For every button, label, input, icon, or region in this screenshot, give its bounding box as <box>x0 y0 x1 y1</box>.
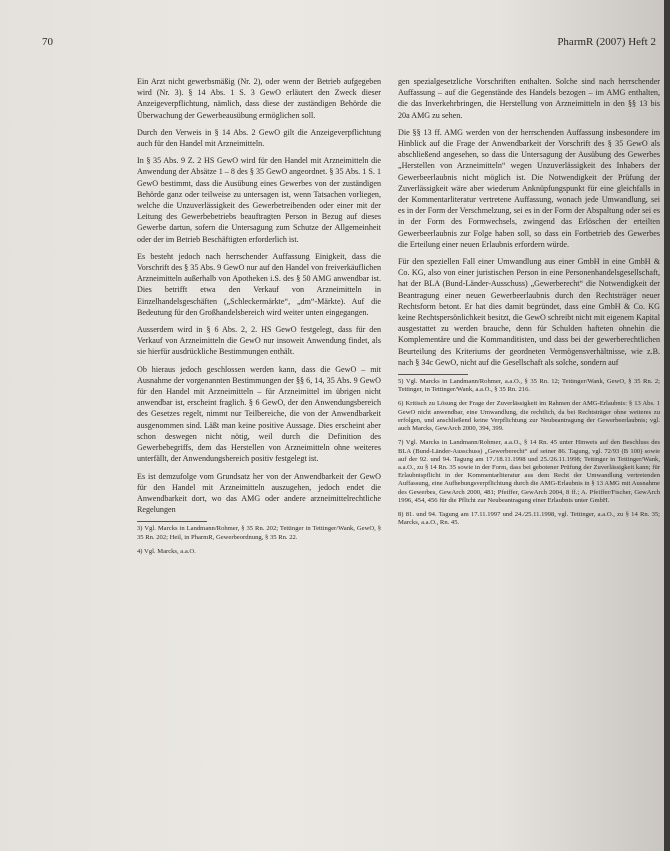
paragraph: Es besteht jedoch nach herrschender Auffassung Einigkeit, dass die Vorschrift des § 35 Abs. 9 GewO nur auf den Handel von freiverkäuflichen Arzneimitteln außerhalb von Apotheken i.S. des § 50 AMG anwendbar ist. Dies betrifft etwa den Verkauf von Arzneimitteln in Einzelhandelsgeschäften („Schleckermärkte“, „dm“-Märkte). Auf die Bedeutung für den Großhandelsbereich wird weiter unten eingegangen. <box>137 251 381 317</box>
paragraph: gen spezialgesetzliche Vorschriften enthalten. Solche sind nach herrschender Auffassung – auf die Gegenstände des Handels bezogen – im AMG enthalten, die das Inverkehrbringen, die Herstellung von Arzneimitteln in den §§ 13 bis 20a AMG zu sehen. <box>398 77 660 120</box>
paragraph: Durch den Verweis in § 14 Abs. 2 GewO gilt die Anzeigeverpflichtung auch für den Handel mit Arzneimitteln. <box>137 127 381 149</box>
footnote: 5) Vgl. Marcks in Landmann/Rohmer, a.a.O., § 35 Rn. 12; Tettinger/Wank, GewO, § 35 Rn. 2; Tettinger, in Tettinger/Wank, a.a.O., § 35 Rn. 216. <box>398 378 660 394</box>
left-column <box>137 76 381 562</box>
footnote-divider <box>398 374 468 375</box>
paragraph: Ausserdem wird in § 6 Abs. 2, 2. HS GewO festgelegt, dass für den Verkauf von Arzneimitteln die GewO nur insoweit Anwendung findet, als sie hierfür ausdrückliche Bestimmungen enthält. <box>137 325 381 357</box>
page-edge-shadow <box>664 0 670 851</box>
footnote: 6) Kritisch zu Lösung der Frage der Zuverlässigkeit im Rahmen der AMG-Erlaubnis: § 13 Abs. 1 GewO nicht anwendbar, eine Umwandlung, die rechtlich, da bei Rechtsträger ohne weiteres zu erfolgen, und anschließend keine Verpflichtung zur Neubeantragung der Gewerbeerlaubnis; vgl. auch Marcks, GewArch 2000, 394, 399. <box>398 400 660 433</box>
paragraph: Es ist demzufolge vom Grundsatz her von der Anwendbarkeit der GewO für den Handel mit Arzneimitteln auszugehen, jedoch endet die Anwendbarkeit dort, wo das AMG oder andere arzneimittelrechtliche Regelungen <box>137 471 381 515</box>
footnote: 7) Vgl. Marcks in Landmann/Rohmer, a.a.O., § 14 Rn. 45 unter Hinweis auf den Beschluss des BLA (Bund-Länder-Ausschuss) „Gewerberecht“ auf seiner 86. Tagung, vgl. 72/93 (B 100) sowie auf der 92. und 94. Tagung am 17./18.11.1998 und 25./26.11.1998; Tettinger in Tettinger/Wank, a.a.O., zu § 14 Rn. 35 sowie in der Form, dass bei gebotener Prüfung der Zuverlässigkeit kann; für Erlaubnispflicht in der Kommentarliteratur aus dem Recht der Umwandlung vertretenden Auffassung, eine Aufhebungsverpflichtung durch die AMG-Erlaubnis in § 13 AMG mit Ausnahme des Gewerbes, GewArch 2000, 481; Pfeiffer, GewArch 2004, 8 ff.; A. Pfeiffer/Fischer, GewArch 1996, 454, 456 für die Pflicht zur Neubeantragung einer Erlaubnis unter GmbH. <box>398 439 660 504</box>
footnote: 3) Vgl. Marcks in Landmann/Rohmer, § 35 Rn. 202; Tettinger in Tettinger/Wank, GewO, § 35 Rn. 202; Heil, in PharmR, Gewerbeordnung, § 35 Rn. 22. <box>137 525 381 541</box>
journal-header: PharmR (2007) Heft 2 <box>557 36 656 48</box>
paragraph: Für den speziellen Fall einer Umwandlung aus einer GmbH in eine GmbH & Co. KG, also von einer juristischen Person in eine Personenhandelsgesellschaft, hat der BLA (Bund-Länder-Ausschuss) „Gewerberecht“ die Notwendigkeit der Beantragung einer neuen Gewerbeerlaubnis durch den Rechtsträger neuer Rechtsform betont. Er hat dies damit begründet, dass eine GmbH & Co. KG keine Rechtspersönlichkeit besitzt, die GewO schreibt nicht mit eigenem Kapital ausgestattet zu werden brauche, denn für Schulden hafteten ohnehin die Komplementäre und die Kommanditisten, und dass bei der gewerberechtlichen Beurteilung des Kriteriums der geordneten Vermögensverhältnisse, wie z.B. nach § 34c GewO, nicht auf die Gesellschaft als solche, sondern auf <box>398 257 660 367</box>
paragraph: Die §§ 13 ff. AMG werden von der herrschenden Auffassung insbesondere im Hinblick auf die Frage der Anwendbarkeit der Vorschrift des § 35 GewO als abschließend angesehen, so dass die Untersagung der Ausübung des Gewerbes „Herstellen von Arzneimitteln“ wegen Unzuverlässigkeit des Inhabers der Gewerbeerlaubnis nicht möglich ist. Die Notwendigkeit der Prüfung der Zuverlässigkeit wäre aber wiederum Anknüpfungspunkt für eine gleichfalls in der Kommentarliteratur vertretene Auffassung, wonach jede Umwandlung, sei es in der Form der Verschmelzung, sei es in der Form der Abspaltung oder sei es in der Form des Formwechsels, zwingend das Erlöschen der erteilten Gewerbeerlaubnis zur Folge haben soll, so dass ein Fortbetrieb des Gewerbes die Erteilung einer neuen Erlaubnis erfordern würde. <box>398 127 660 249</box>
paragraph: Ob hieraus jedoch geschlossen werden kann, dass die GewO – mit Ausnahme der vorgenannten Bestimmungen der §§ 6, 14, 35 Abs. 9 GewO für den Handel mit Arzneimitteln – für Arzneimittel im übrigen nicht anwendbar ist, erscheint fraglich. § 6 GewO, der den Anwendungsbereich des Gesetzes regelt, nimmt nur Teilbereiche, die von der Anwendbarkeit ausgenommen sind. Läßt man keine positive Aussage. Dies erscheint aber schon deswegen nicht nötig, weil durch die Definition des Gewerbebegriffs, dem das Herstellen von Arzneimitteln ohne weiteres unterfällt, der Anwendungsbereich positiv festgelegt ist. <box>137 364 381 464</box>
right-column <box>398 76 660 533</box>
paragraph: In § 35 Abs. 9 Z. 2 HS GewO wird für den Handel mit Arzneimitteln die Anwendung der Absätze 1 – 8 des § 35 GewO angeordnet. § 35 Abs. 1 S. 1 GewO bestimmt, dass die Ausübung eines Gewerbes von der zuständigen Behörde ganz oder teilweise zu untersagen ist, wenn Tatsachen vorliegen, welche die Unzuverlässigkeit des Gewerbetreibenden oder einer mit der Leitung des Gewerbebetriebs beauftragten Person in Bezug auf dieses Gewerbe dartun, sofern die Untersagung zum Schutze der Allgemeinheit oder der im Betrieb Beschäftigten erforderlich ist. <box>137 156 381 244</box>
paragraph: Ein Arzt nicht gewerbsmäßig (Nr. 2), oder wenn der Betrieb aufgegeben wird (Nr. 3). § 14 Abs. 1 S. 3 GewO erläutert den Zweck dieser Anzeigeverpflichtung, nämlich, dass diese der zuständigen Behörde die Überwachung der Gewerbeausübung ermöglichen soll. <box>137 77 381 120</box>
footnote-divider <box>137 521 207 522</box>
footnote: 8) 81. und 94. Tagung am 17.11.1997 und 24./25.11.1998, vgl. Tettinger, a.a.O., zu § 14 Rn. 35; Marcks, a.a.O., Rn. 45. <box>398 510 660 527</box>
page-number: 70 <box>42 36 53 48</box>
footnote: 4) Vgl. Marcks, a.a.O. <box>137 547 196 555</box>
